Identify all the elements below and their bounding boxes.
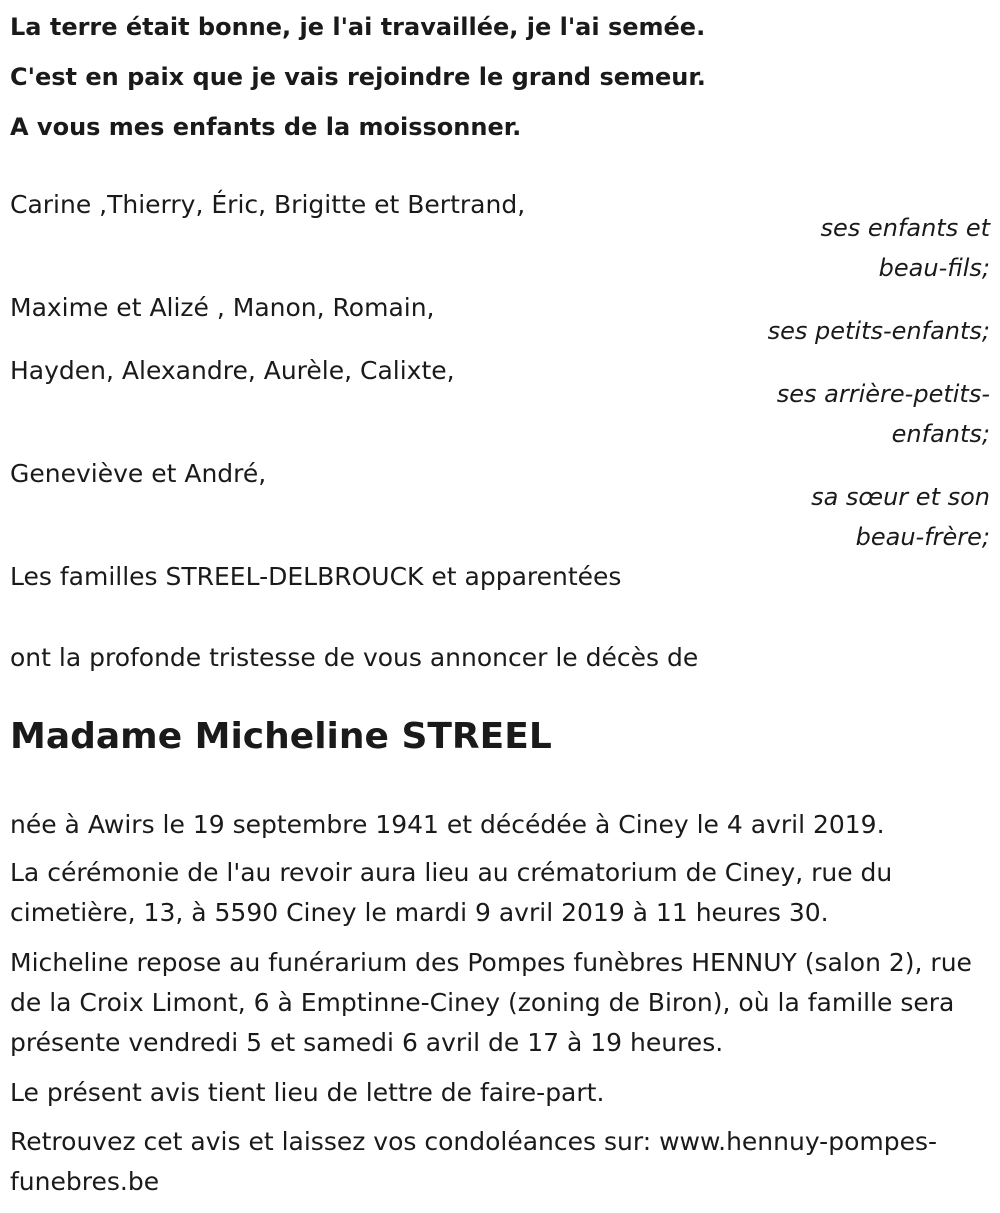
family-relation-great-grandchildren (777, 374, 990, 454)
relation-line: ses enfants et (820, 214, 990, 242)
funerarium-paragraph: Micheline repose au funérarium des Pompes funèbres HENNUY (salon 2), rue de la Croix Limont, 6 à Emptinne-Ciney (zoning de Biron), où la famille sera présente vendredi 5 et samedi 6 avril de 17 à 19 heures. (10, 948, 972, 1057)
notice-paragraph: Le présent avis tient lieu de lettre de faire-part. (10, 1078, 605, 1107)
family-names-grandchildren: Maxime et Alizé , Manon, Romain, (10, 293, 435, 322)
family-relation-children (821, 208, 990, 288)
families-line: Les familles STREEL-DELBROUCK et apparentées (10, 562, 622, 591)
family-names-children: Carine ,Thierry, Éric, Brigitte et Bertrand, (10, 190, 526, 219)
relation-line: ses arrière-petits- (776, 380, 990, 408)
family-relation-sister (811, 477, 990, 557)
deceased-name: Madame Micheline STREEL (10, 716, 552, 757)
announcement-line: ont la profonde tristesse de vous annoncer le décès de (10, 643, 699, 672)
family-relation-grandchildren (768, 311, 990, 351)
relation-line: enfants; (891, 420, 990, 448)
relation-line: beau-fils; (878, 254, 990, 282)
birth-death-paragraph: née à Awirs le 19 septembre 1941 et décédée à Ciney le 4 avril 2019. (10, 810, 885, 839)
relation-line: ses petits-enfants; (767, 317, 990, 345)
relation-line: beau-frère; (855, 523, 990, 551)
family-names-great-grandchildren: Hayden, Alexandre, Aurèle, Calixte, (10, 356, 455, 385)
epigraph-line-3: A vous mes enfants de la moissonner. (10, 113, 522, 141)
epigraph-line-2: C'est en paix que je vais rejoindre le grand semeur. (10, 63, 706, 91)
family-names-sister: Geneviève et André, (10, 459, 267, 488)
condolences-paragraph: Retrouvez cet avis et laissez vos condoléances sur: www.hennuy-pompes-funebres.be (10, 1127, 938, 1196)
epigraph-line-1: La terre était bonne, je l'ai travaillée, je l'ai semée. (10, 13, 706, 41)
ceremony-paragraph: La cérémonie de l'au revoir aura lieu au crématorium de Ciney, rue du cimetière, 13, à 5590 Ciney le mardi 9 avril 2019 à 11 heures 30. (10, 858, 893, 927)
relation-line: sa sœur et son (811, 483, 990, 511)
